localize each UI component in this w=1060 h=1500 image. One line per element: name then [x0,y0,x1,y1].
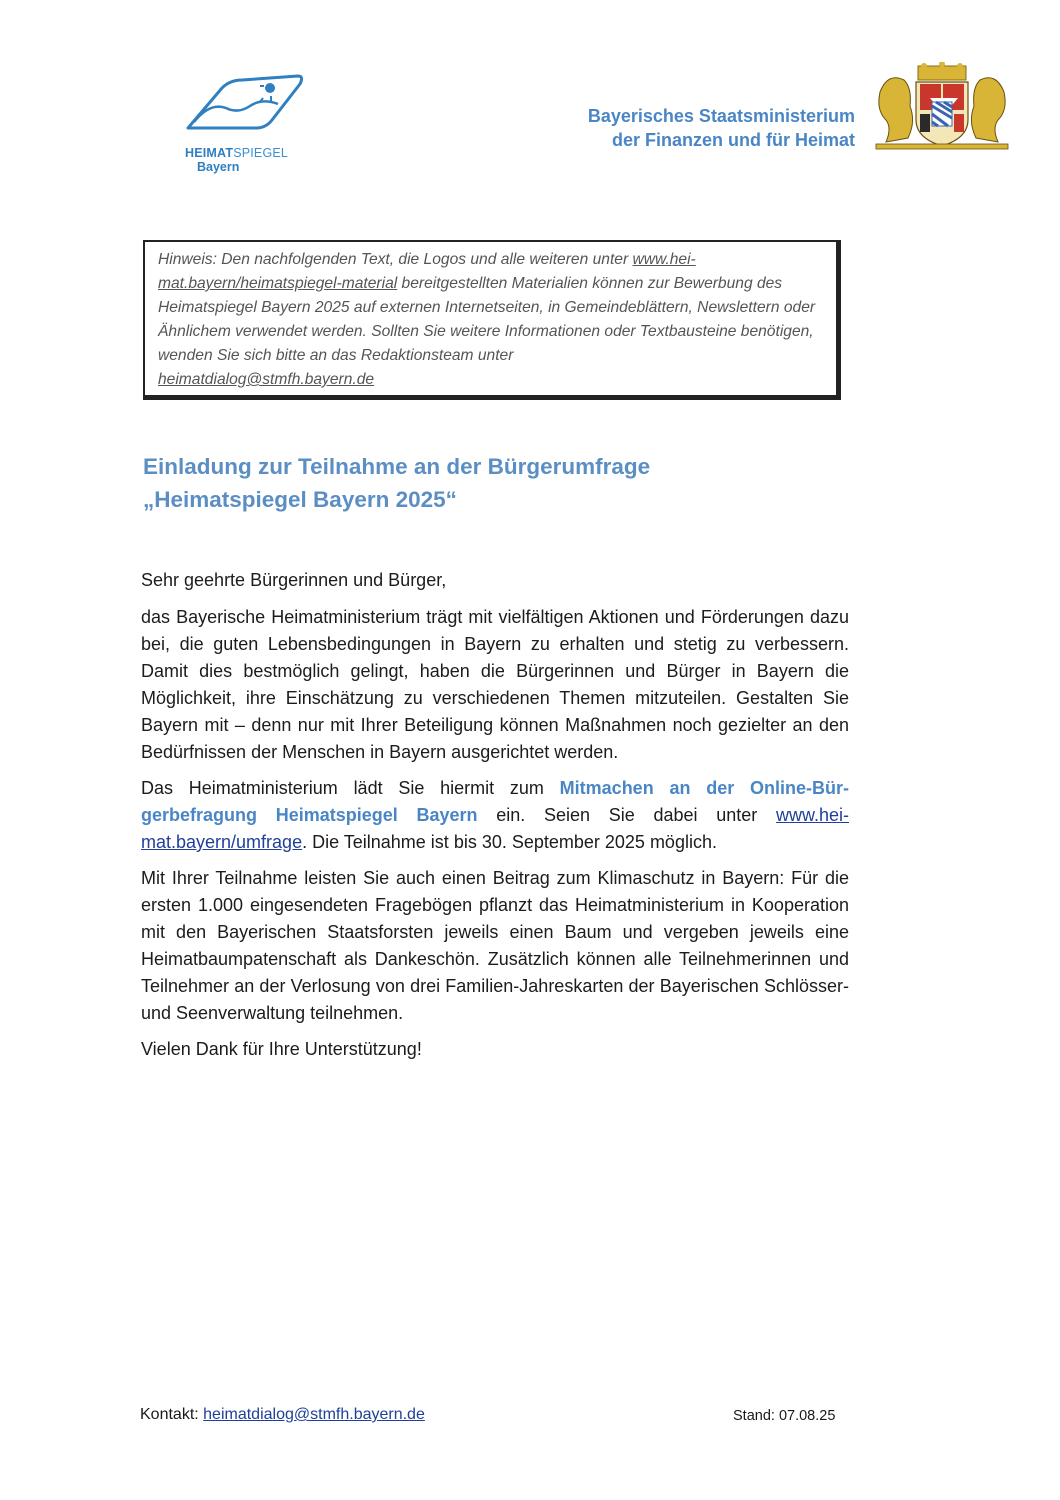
paragraph-1: das Bayerische Heimatministerium trägt mit vielfältigen Aktionen und Förderungen dazu bei, die guten Lebensbedingungen in Bayern zu erhalten und stetig zu verbessern. Damit dies bestmöglich gelingt, haben die Bürgerinnen und Bürger in Bayern die Möglichkeit, ihre Einschätzung zu verschiedenen Themen mitzuteilen. Gestalten Sie Bayern mit – denn nur mit Ihrer Beteiligung können Maßnahmen noch gezielter an den Bedürfnissen der Menschen in Bayern ausgerichtet werden. [141,607,849,762]
title-line-2: „Heimatspiegel Bayern 2025“ [143,487,457,512]
contact-label: Kontakt: [140,1406,204,1423]
material-link[interactable]: www.hei- mat.bayern/heimatspiegel-material [158,251,696,292]
letter-body [141,567,849,1072]
footer-contact [140,1406,425,1424]
bavarian-coat-of-arms-icon [872,62,1012,150]
notice-text-2: bereitgestellten Materialien können zur Bewerbung des Heimatspiegel Bayern 2025 auf externen Internetseiten, in Gemeindeblättern, Newslettern oder Ähnlichem verwendet werden. Sollten Sie weitere Informationen oder Textbausteine benötigen, wenden Sie sich bitte an das Redaktionsteam unter [158,275,816,364]
paragraph-2: Das Heimatministerium lädt Sie hiermit zum Mitmachen an der Online-Bürgerbefragung Heimatspiegel Bayern ein. Seien Sie dabei unter www.heimat.bayern/umfrage. Die Teilnahme ist bis 30. September 2025 möglich. [141,778,849,852]
closing: Vielen Dank für Ihre Unterstützung! [141,1039,422,1059]
contact-email-link[interactable]: heimatdialog@stmfh.bayern.de [203,1406,425,1423]
survey-highlight: Mitmachen an der Online-Bürgerbefragung Heimatspiegel Bayern [141,778,849,825]
heimatspiegel-emblem-icon [180,68,310,146]
logo-wordmark: HEIMATSPIEGEL [185,146,289,160]
ministry-line-2: der Finanzen und für Heimat [611,130,855,150]
salutation: Sehr geehrte Bürgerinnen und Bürger, [141,570,447,590]
paragraph-3: Mit Ihrer Teilnahme leisten Sie auch einen Beitrag zum Klimaschutz in Bayern: Für die ersten 1.000 eingesendeten Fragebögen pflanzt das Heimatministerium in Kooperation mit den Bayerischen Staatsforsten jeweils einen Baum und vergeben jeweils eine Heimatbaumpatenschaft als Dankeschön. Zusätzlich können alle Teilnehmerinnen und Teilnehmer an der Verlosung von drei Familien-Jahreskarten der Bayerischen Schlösser- und Seenverwaltung teilnehmen. [141,868,849,1023]
notice-box [143,240,841,400]
footer-date: Stand: 07.08.25 [733,1408,836,1424]
heimatspiegel-logo [180,68,310,178]
page-title [143,450,863,516]
title-line-1: Einladung zur Teilnahme an der Bürgerumfrage [143,454,651,479]
notice-email-link[interactable]: heimatdialog@stmfh.bayern.de [158,371,375,388]
logo-subtitle: Bayern [197,160,240,174]
ministry-line-1: Bayerisches Staatsministerium [587,106,855,126]
notice-text-1: Hinweis: Den nachfolgenden Text, die Logos und alle weiteren unter [158,251,633,268]
survey-link[interactable]: www.heimat.bayern/umfrage [141,805,849,852]
ministry-name [588,104,855,152]
